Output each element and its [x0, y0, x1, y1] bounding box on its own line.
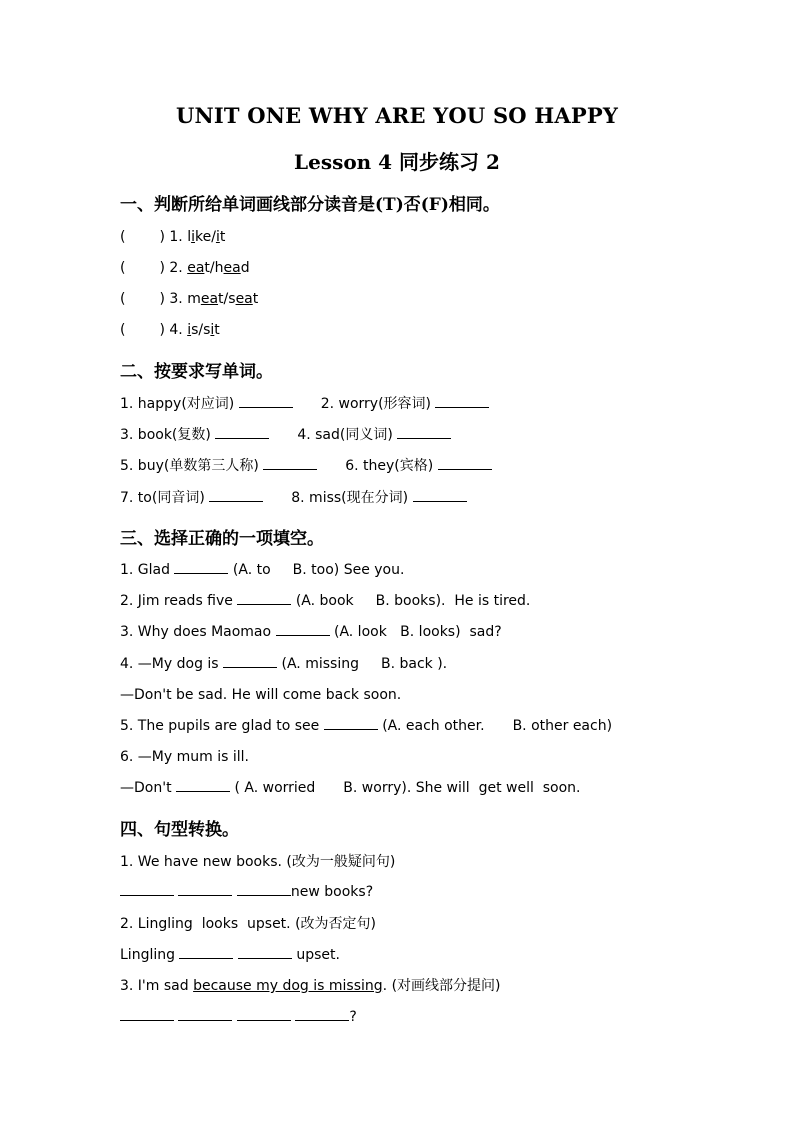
answer-blank[interactable]: [120, 1008, 174, 1021]
part3-q3: 3. Why does Maomao (A. look B. looks) sad?: [120, 624, 502, 640]
answer-blank[interactable]: [237, 883, 291, 896]
underlined-phrase: because my dog is missing: [193, 978, 383, 994]
answer-blank[interactable]: [178, 883, 232, 896]
answer-blank[interactable]: [209, 489, 263, 502]
answer-blank[interactable]: [276, 623, 330, 636]
section-heading-3: 三、选择正确的一项填空。: [120, 529, 324, 549]
answer-blank[interactable]: [215, 426, 269, 439]
part4-q1-answer: new books?: [120, 883, 373, 901]
part1-item-1: ( ) 1. like/it: [120, 229, 226, 245]
section-heading-4: 四、句型转换。: [120, 820, 239, 840]
answer-blank[interactable]: [238, 946, 292, 959]
answer-blank[interactable]: [397, 426, 451, 439]
part3-q4: 4. —My dog is (A. missing B. back ).: [120, 656, 448, 672]
part2-row-4: 7. to(同音词) 8. miss(现在分词): [120, 489, 467, 507]
part3-q6: 6. —My mum is ill.: [120, 749, 249, 765]
answer-blank[interactable]: [176, 779, 230, 792]
part4-q1: 1. We have new books. (改为一般疑问句): [120, 854, 396, 870]
answer-blank[interactable]: [120, 883, 174, 896]
worksheet-subtitle: Lesson 4 同步练习 2: [294, 150, 500, 174]
part4-q3-answer: ?: [120, 1008, 357, 1026]
part3-q2: 2. Jim reads five (A. book B. books). He is tired.: [120, 593, 531, 609]
answer-blank[interactable]: [223, 655, 277, 668]
part4-q2-answer: Lingling upset.: [120, 947, 340, 963]
answer-blank[interactable]: [174, 561, 228, 574]
part4-q2: 2. Lingling looks upset. (改为否定句): [120, 916, 376, 932]
part2-row-3: 5. buy(单数第三人称) 6. they(宾格): [120, 457, 492, 475]
part1-item-4: ( ) 4. is/sit: [120, 322, 220, 338]
part3-q6-reply: —Don't ( A. worried B. worry). She will get well soon.: [120, 780, 581, 796]
section-heading-2: 二、按要求写单词。: [120, 362, 273, 382]
answer-blank[interactable]: [435, 395, 489, 408]
answer-blank[interactable]: [295, 1008, 349, 1021]
part2-row-1: 1. happy(对应词) 2. worry(形容词): [120, 395, 489, 413]
part1-item-3: ( ) 3. meat/seat: [120, 291, 259, 307]
answer-blank[interactable]: [237, 1008, 291, 1021]
answer-blank[interactable]: [178, 1008, 232, 1021]
part2-row-2: 3. book(复数) 4. sad(同义词): [120, 426, 451, 444]
answer-blank[interactable]: [239, 395, 293, 408]
answer-blank[interactable]: [413, 489, 467, 502]
answer-blank[interactable]: [263, 457, 317, 470]
part3-q1: 1. Glad (A. to B. too) See you.: [120, 562, 405, 578]
section-heading-1: 一、判断所给单词画线部分读音是(T)否(F)相同。: [120, 195, 500, 215]
answer-blank[interactable]: [324, 717, 378, 730]
answer-blank[interactable]: [438, 457, 492, 470]
part1-item-2: ( ) 2. eat/head: [120, 260, 250, 276]
part4-q3: 3. I'm sad because my dog is missing. (对画线部分提问): [120, 978, 501, 994]
part3-q5: 5. The pupils are glad to see (A. each other. B. other each): [120, 718, 613, 734]
answer-blank[interactable]: [237, 592, 291, 605]
answer-blank[interactable]: [179, 946, 233, 959]
part3-q4-reply: —Don't be sad. He will come back soon.: [120, 687, 402, 703]
worksheet-title: UNIT ONE WHY ARE YOU SO HAPPY: [175, 103, 619, 128]
